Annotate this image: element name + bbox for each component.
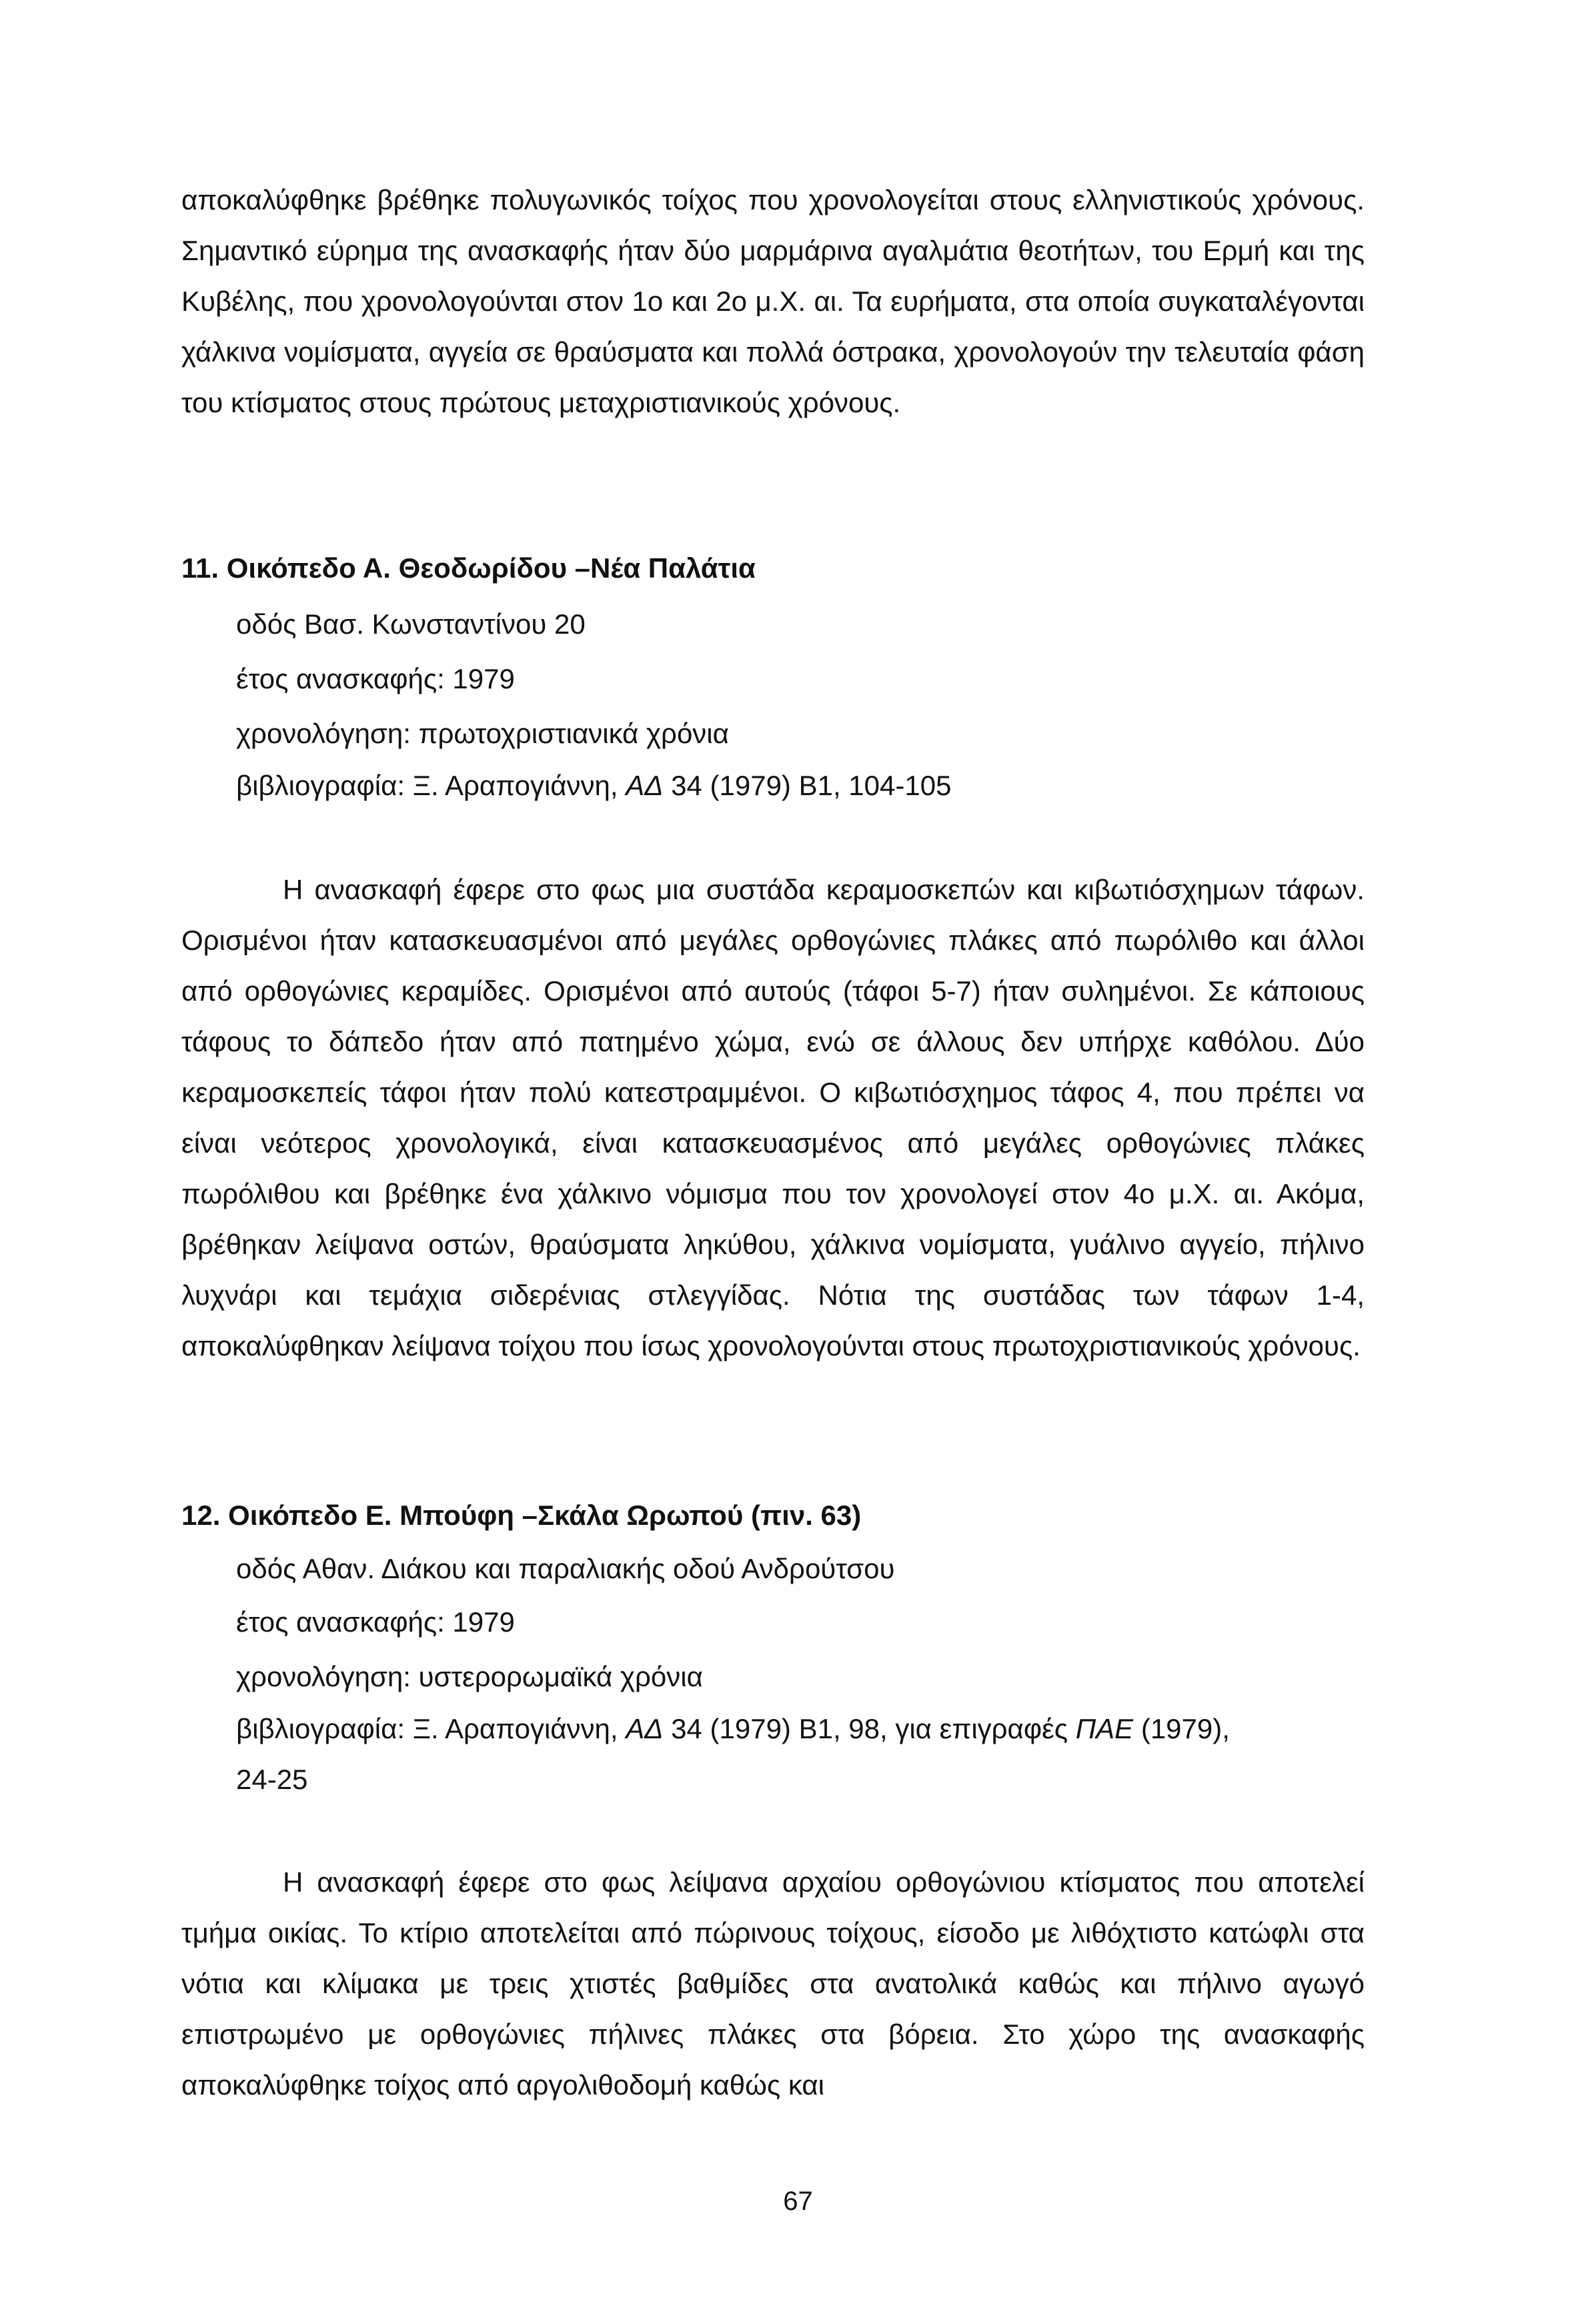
bibliography-suffix: (1979), bbox=[1133, 1713, 1230, 1744]
bibliography-suffix: 34 (1979) Β1, 104-105 bbox=[663, 770, 952, 801]
intro-paragraph: αποκαλύφθηκε βρέθηκε πολυγωνικός τοίχος που χρονολογείται στους ελληνιστικούς χρόνους. Σημαντικό εύρημα της ανασκαφής ήταν δύο μαρμάρινα αγαλμάτια θεοτήτων, του Ερμή και της Κυβέλης, που χρονολογούνται στον 1ο και 2ο μ.Χ. αι. Τα ευρήματα, στα οποία συγκαταλέγονται χάλκινα νομίσματα, αγγεία σε θραύσματα και πολλά όστρακα, χρονολογούν την τελευταία φάση του κτίσματος στους πρώτους μεταχριστιανικούς χρόνους. bbox=[181, 184, 1365, 418]
section-11-excavation-year: έτος ανασκαφής: 1979 bbox=[236, 663, 515, 694]
section-12-street: οδός Αθαν. Διάκου και παραλιακής οδού Ανδρούτσου bbox=[236, 1553, 895, 1584]
bibliography-prefix: βιβλιογραφία: Ξ. Αραπογιάννη, bbox=[236, 1713, 626, 1744]
bibliography-journal-2: ΠΑΕ bbox=[1075, 1713, 1134, 1744]
section-11-street: οδός Βασ. Κωνσταντίνου 20 bbox=[236, 608, 586, 640]
section-11-paragraph: Η ανασκαφή έφερε στο φως μια συστάδα κεραμοσκεπών και κιβωτιόσχημων τάφων. Ορισμένοι ήταν κατασκευασμένοι από μεγάλες ορθογώνιες πλάκες από πωρόλιθο και άλλοι από ορθογώνιες κεραμίδες. Ορισμένοι από αυτούς (τάφοι 5-7) ήταν συλημένοι. Σε κάποιους τάφους το δάπεδο ήταν από πατημένο χώμα, ενώ σε άλλους δεν υπήρχε καθόλου. Δύο κεραμοσκεπείς τάφοι ήταν πολύ κατεστραμμένοι. Ο κιβωτιόσχημος τάφος 4, που πρέπει να είναι νεότερος χρονολογικά, είναι κατασκευασμένος από μεγάλες ορθογώνιες πλάκες πωρόλιθου και βρέθηκε ένα χάλκινο νόμισμα που τον χρονολογεί στον 4ο μ.Χ. αι. Ακόμα, βρέθηκαν λείψανα οστών, θραύσματα ληκύθου, χάλκινα νομίσματα, γυάλινο αγγείο, πήλινο λυχνάρι και τεμάχια σιδερένιας στλεγγίδας. Νότια της συστάδας των τάφων 1-4, αποκαλύφθηκαν λείψανα τοίχου που ίσως χρονολογούνται στους πρωτοχριστιανικούς χρόνους. bbox=[181, 874, 1365, 1361]
section-12-bibliography bbox=[236, 1709, 1230, 1749]
section-12-excavation-year: έτος ανασκαφής: 1979 bbox=[236, 1606, 515, 1638]
section-11-bibliography bbox=[236, 766, 951, 806]
bibliography-journal: ΑΔ bbox=[626, 770, 664, 801]
bibliography-middle: 34 (1979) Β1, 98, για επιγραφές bbox=[663, 1713, 1076, 1744]
section-12-paragraph: Η ανασκαφή έφερε στο φως λείψανα αρχαίου ορθογώνιου κτίσματος που αποτελεί τμήμα οικίας. Το κτίριο αποτελείται από πώρινους τοίχους, είσοδο με λιθόχτιστο κατώφλι στα νότια και κλίμακα με τρεις χτιστές βαθμίδες στα ανατολικά καθώς και πήλινο αγωγό επιστρωμένο με ορθογώνιες πήλινες πλάκες στα βόρεια. Στο χώρο της ανασκαφής αποκαλύφθηκε τοίχος από αργολιθοδομή καθώς και bbox=[181, 1866, 1365, 2101]
section-11-dating: χρονολόγηση: πρωτοχριστιανικά χρόνια bbox=[236, 718, 729, 749]
section-12-bibliography-pages: 24-25 bbox=[236, 1764, 308, 1795]
bibliography-journal: ΑΔ bbox=[626, 1713, 664, 1744]
section-11-heading: 11. Οικόπεδο Α. Θεοδωρίδου –Νέα Παλάτια bbox=[181, 552, 756, 584]
page-number: 67 bbox=[783, 2187, 813, 2216]
section-12-dating: χρονολόγηση: υστερορωμαϊκά χρόνια bbox=[236, 1661, 703, 1692]
section-12-heading: 12. Οικόπεδο Ε. Μπούφη –Σκάλα Ωρωπού (πιν. 63) bbox=[181, 1500, 862, 1531]
bibliography-prefix: βιβλιογραφία: Ξ. Αραπογιάννη, bbox=[236, 770, 626, 801]
